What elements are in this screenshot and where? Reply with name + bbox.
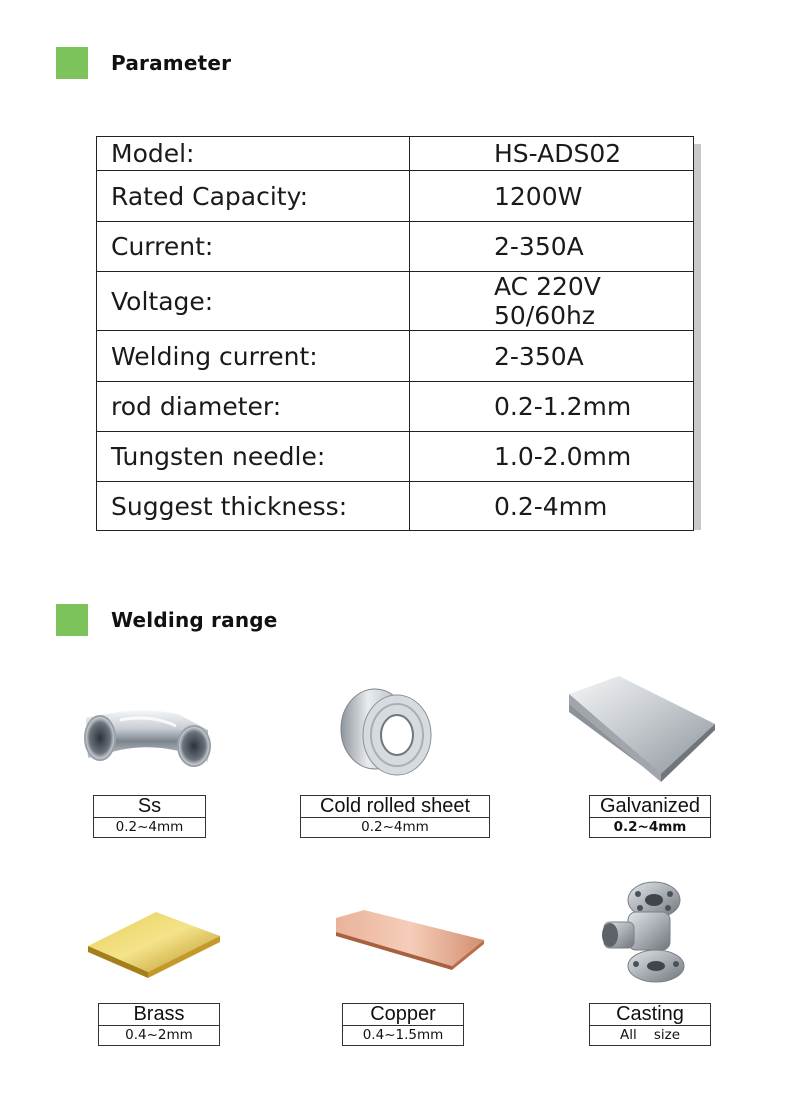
material-name: Cold rolled sheet [301,796,489,818]
welding-range-section-header [56,604,278,636]
cast-flange-fitting-icon [596,878,692,984]
steel-coil-icon [335,685,435,777]
table-row [97,382,694,432]
material-name: Brass [99,1004,219,1026]
material-range: 0.2~4mm [115,819,184,835]
param-value: 0.2-1.2mm [410,382,694,432]
param-value: 1200W [410,171,694,222]
param-value: 0.2-4mm [410,482,694,531]
material-label-ss [93,795,206,838]
material-range: 0.2~4mm [613,819,687,835]
table-row [97,137,694,171]
parameter-section-header [56,47,231,79]
param-value: AC 220V 50/60hz [410,272,694,331]
param-value: 2-350A [410,331,694,382]
param-key: Voltage: [97,272,410,331]
param-key: Suggest thickness: [97,482,410,531]
table-row [97,272,694,331]
table-row [97,171,694,222]
material-name: Galvanized [590,796,710,818]
material-range: 0.4~1.5mm [362,1027,444,1043]
material-label-casting [589,1003,711,1046]
green-square-icon [56,604,88,636]
parameter-table [96,136,694,531]
table-row [97,482,694,531]
param-key: Model: [97,137,410,171]
param-key: Tungsten needle: [97,432,410,482]
param-key: Welding current: [97,331,410,382]
green-square-icon [56,47,88,79]
material-range: 0.2~4mm [361,819,429,835]
material-label-copper [342,1003,464,1046]
material-name: Casting [590,1004,710,1026]
table-row [97,331,694,382]
param-value: HS-ADS02 [410,137,694,171]
material-label-galvanized [589,795,711,838]
section-title: Parameter [111,51,232,75]
parameter-table-container [96,136,694,522]
param-key: rod diameter: [97,382,410,432]
param-key: Rated Capacity: [97,171,410,222]
material-name: Copper [343,1004,463,1026]
table-row [97,432,694,482]
brass-plate-icon [86,908,222,980]
table-row [97,222,694,272]
copper-plate-icon [334,908,486,970]
metal-sheet-stack-icon [565,676,717,784]
param-value: 2-350A [410,222,694,272]
material-label-cold-rolled-sheet [300,795,490,838]
stainless-elbow-pipe-icon [80,700,215,775]
material-range: 0.4~2mm [125,1027,193,1043]
param-value: 1.0-2.0mm [410,432,694,482]
material-label-brass [98,1003,220,1046]
section-title: Welding range [111,608,278,632]
material-name: Ss [94,796,205,818]
material-range: All size [619,1027,681,1043]
param-key: Current: [97,222,410,272]
